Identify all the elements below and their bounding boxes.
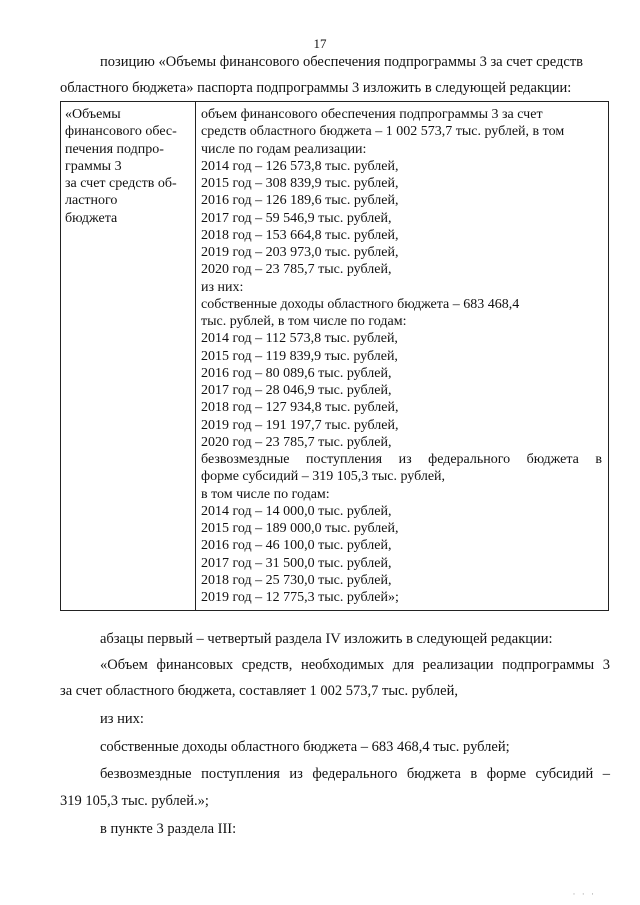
body-paragraph-2-line-2: за счет областного бюджета, составляет 1 002 573,7 тыс. рублей, (60, 683, 458, 699)
cell-text-line: 2019 год – 191 197,7 тыс. рублей, (201, 417, 399, 433)
cell-text-line: 2020 год – 23 785,7 тыс. рублей, (201, 262, 392, 278)
body-paragraph-6: в пункте 3 раздела III: (100, 821, 237, 837)
cell-text-line: 2015 год – 189 000,0 тыс. рублей, (201, 521, 399, 536)
cell-text-line: бюджета (65, 210, 118, 226)
cell-text-line: граммы 3 (65, 158, 122, 174)
position-name-cell (61, 102, 196, 611)
cell-text-line: 2017 год – 59 546,9 тыс. рублей, (201, 210, 392, 226)
cell-text-line: 2018 год – 127 934,8 тыс. рублей, (201, 400, 399, 416)
cell-text-line: «Объемы (65, 107, 121, 122)
cell-text-line: 2019 год – 203 973,0 тыс. рублей, (201, 245, 399, 260)
intro-line-2: областного бюджета» паспорта подпрограммы 3 изложить в следующей редакции: (60, 80, 572, 96)
cell-text-line: 2018 год – 25 730,0 тыс. рублей, (201, 572, 392, 588)
position-name-lines (61, 102, 195, 227)
body-paragraph-5-line-2: 319 105,3 тыс. рублей.»; (60, 793, 209, 809)
cell-text-line: 2020 год – 23 785,7 тыс. рублей, (201, 434, 392, 450)
body-paragraph-3: из них: (100, 711, 144, 727)
table-row (61, 102, 609, 611)
cell-text-line: 2014 год – 14 000,0 тыс. рублей, (201, 503, 392, 519)
position-value-lines (196, 102, 608, 610)
body-paragraph-5-line-1: безвозмездные поступления из федерального бюджета в форме субсидий – (100, 766, 610, 782)
cell-text-line: из них: (201, 279, 244, 295)
cell-text-line: ластного (65, 193, 118, 209)
passport-table (60, 101, 609, 611)
cell-text-line: объем финансового обеспечения подпрограммы 3 за счет (201, 107, 543, 122)
cell-text-line: 2016 год – 126 189,6 тыс. рублей, (201, 193, 399, 209)
cell-text-line: 2018 год – 153 664,8 тыс. рублей, (201, 227, 399, 243)
cell-text-line: тыс. рублей, в том числе по годам: (201, 314, 407, 329)
intro-line-1: позицию «Объемы финансового обеспечения подпрограммы 3 за счет средств (100, 54, 583, 70)
cell-text-line: числе по годам реализации: (201, 141, 367, 157)
cell-text-line: собственные доходы областного бюджета – 683 468,4 (201, 296, 520, 312)
cell-text-line: форме субсидий – 319 105,3 тыс. рублей, (201, 469, 446, 485)
cell-text-line: 2015 год – 119 839,9 тыс. рублей, (201, 348, 398, 364)
cell-text-line: безвозмездные поступления из федерального бюджета в (201, 452, 602, 467)
cell-text-line: средств областного бюджета – 1 002 573,7 тыс. рублей, в том (201, 124, 565, 140)
position-value-cell (196, 102, 609, 611)
cell-text-line: 2014 год – 126 573,8 тыс. рублей, (201, 158, 399, 174)
page-number: 17 (313, 36, 327, 51)
cell-text-line: печения подпро- (65, 141, 164, 157)
body-paragraph-1: абзацы первый – четвертый раздела IV изложить в следующей редакции: (100, 631, 553, 647)
cell-text-line: 2016 год – 46 100,0 тыс. рублей, (201, 538, 392, 554)
cell-text-line: 2017 год – 28 046,9 тыс. рублей, (201, 383, 392, 398)
body-paragraph-4: собственные доходы областного бюджета – 683 468,4 тыс. рублей; (100, 739, 510, 755)
cell-text-line: 2015 год – 308 839,9 тыс. рублей, (201, 176, 399, 191)
cell-text-line: финансового обес- (65, 124, 177, 140)
scan-mark: · · · (572, 889, 596, 899)
cell-text-line: за счет средств об- (65, 176, 177, 191)
cell-text-line: в том числе по годам: (201, 486, 330, 502)
cell-text-line: 2019 год – 12 775,3 тыс. рублей»; (201, 590, 399, 605)
cell-text-line: 2016 год – 80 089,6 тыс. рублей, (201, 365, 392, 381)
body-paragraph-2-line-1: «Объем финансовых средств, необходимых для реализации подпрограммы 3 (100, 657, 610, 673)
cell-text-line: 2017 год – 31 500,0 тыс. рублей, (201, 555, 392, 571)
cell-text-line: 2014 год – 112 573,8 тыс. рублей, (201, 331, 398, 347)
